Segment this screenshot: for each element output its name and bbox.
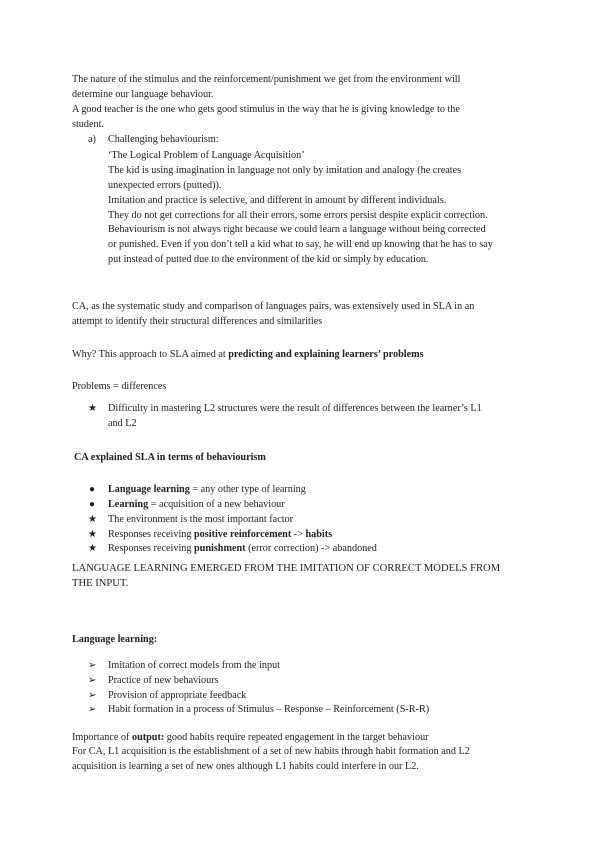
list2-item: Provision of appropriate feedback [108,690,247,701]
intro-line-3: A good teacher is the one who gets good stimulus in the way that he is giving knowledge to the [72,104,460,115]
list1-item-5-rest: (error correction) -> abandoned [245,543,377,554]
problems-item-line-1: Difficulty in mastering L2 structures were the result of differences between the learner’s L1 [108,403,482,414]
list1-item-4-mid: -> [291,529,306,540]
list1-item-5-bold: punishment [194,543,246,554]
dot-bullet-icon: ● [89,484,96,495]
challenge-line: ‘The Logical Problem of Language Acquisition’ [108,150,305,161]
final-line-2: acquisition is learning a set of new ones although L1 habits could interfere in our L2. [72,761,419,772]
list1-item-4-bold-2: habits [305,529,333,540]
list-marker-a: a) [88,134,96,145]
challenge-heading: Challenging behaviourism: [108,134,219,145]
star-bullet-icon: ★ [88,514,98,525]
importance-bold: output: [131,732,165,743]
star-bullet-icon: ★ [88,529,98,540]
challenge-line: unexpected errors (putted)). [108,180,222,191]
star-bullet-icon: ★ [88,403,98,414]
list1-item-2-bold: Learning [108,499,149,510]
star-bullet-icon: ★ [88,543,98,554]
challenge-line: Behaviourism is not always right because we could learn a language without being corrected [108,224,486,235]
list2-item: Habit formation in a process of Stimulus – Response – Reinforcement (S-R-R) [108,704,430,715]
ca-line-1: CA, as the systematic study and comparison of languages pairs, was extensively used in SLA in an [72,301,475,312]
list1-item-1-bold: Language learning [108,484,190,495]
importance-rest: good habits require repeated engagement in the target behaviour [164,732,429,743]
challenge-line: Imitation and practice is selective, and different in amount by different individuals. [108,195,447,206]
arrow-bullet-icon: ➢ [88,704,97,715]
why-bold: predicting and explaining learners’ problems [228,349,424,360]
list2-item: Practice of new behaviours [108,675,219,686]
arrow-bullet-icon: ➢ [88,660,97,671]
list1-item-1 [108,482,306,497]
ca-line-2: attempt to identify their structural differences and similarities [72,316,323,327]
intro-line-1: The nature of the stimulus and the reinforcement/punishment we get from the environment will [72,74,461,85]
final-line-1: For CA, L1 acquisition is the establishment of a set of new habits through habit formation and L2 [72,746,470,757]
challenge-line: put instead of putted due to the environment of the kid or simply by education. [108,254,429,265]
challenge-line: The kid is using imagination in language not only by imitation and analogy (he creates [108,165,462,176]
importance-prefix: Importance of [72,732,132,743]
challenge-line: They do not get corrections for all their errors, some errors persist despite explicit correction. [108,210,488,221]
problems-text: Problems = differences [72,381,167,392]
list1-item-2 [108,497,285,512]
list1-item-2-rest: = acquisition of a new behaviour [148,499,285,510]
challenge-line: or punished. Even if you don’t tell a kid what to say, he will end up knowing that he has to say [108,239,493,250]
list1-item-5-pre: Responses receiving [108,543,195,554]
problems-item-line-2: and L2 [108,418,137,429]
language-learning-heading: Language learning: [72,634,158,645]
arrow-bullet-icon: ➢ [88,690,97,701]
arrow-bullet-icon: ➢ [88,675,97,686]
list1-item-5 [108,541,377,556]
dot-bullet-icon: ● [89,499,96,510]
intro-line-4: student. [72,119,104,130]
caps-line-2: THE INPUT. [72,578,129,589]
why-prefix: Why? This approach to SLA aimed at [72,349,229,360]
intro-line-2: determine our language behaviour. [72,89,214,100]
why-paragraph [72,347,424,362]
list2-item: Imitation of correct models from the input [108,660,281,671]
list1-item-4-bold-1: positive reinforcement [194,529,292,540]
ca-behaviourism-heading: CA explained SLA in terms of behaviourism [74,452,266,463]
list1-item-4-pre: Responses receiving [108,529,195,540]
list1-item-1-rest: = any other type of learning [189,484,306,495]
list1-item-3: The environment is the most important factor [108,514,294,525]
caps-line-1: LANGUAGE LEARNING EMERGED FROM THE IMITATION OF CORRECT MODELS FROM [72,563,501,574]
